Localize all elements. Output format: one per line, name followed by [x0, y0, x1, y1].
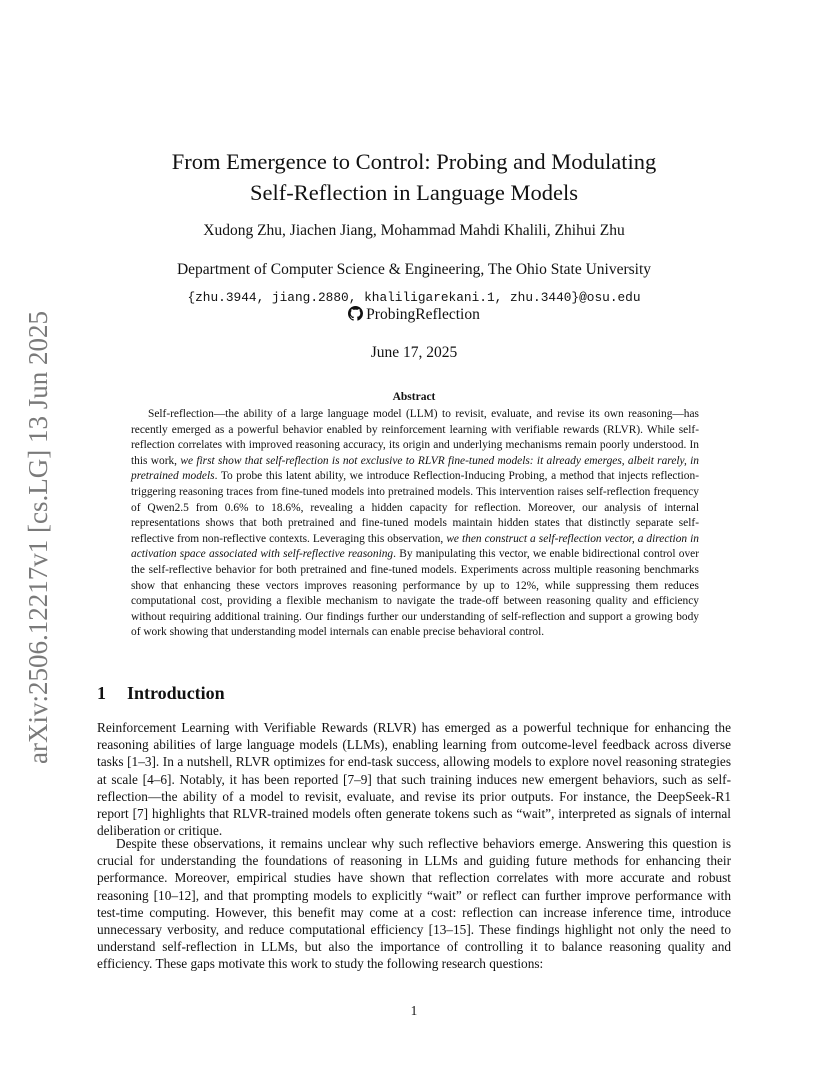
github-icon — [348, 306, 363, 321]
abstract-segment: . By manipulating this vector, we enable bidirectional control over the self-reflective behavior for both pretrained and fine-tuned models. Experiments across multiple reasoning benchmarks show that enhancing these vectors improves reasoning performance by up to 12%, while suppressing them reduces computational cost, providing a flexible mechanism to navigate the trade-off between reasoning quality and efficiency without requiring additional training. Our findings further our understanding of self-reflection and support a growing body of work showing that understanding model internals can enable precise behavioral control. — [131, 548, 699, 639]
paper-title-line-1: From Emergence to Control: Probing and Modulating — [171, 149, 657, 174]
author-emails: {zhu.3944, jiang.2880, khaliligarekani.1, zhu.3440}@osu.edu — [187, 290, 641, 305]
publication-date: June 17, 2025 — [370, 344, 458, 361]
paper-title-line-2: Self-Reflection in Language Models — [249, 180, 579, 205]
section-title: Introduction — [127, 683, 225, 703]
abstract-segment: Self-reflection—the ability of a large language model (LLM) to revisit, evaluate, and revise its own reasoning—has recently emerged as a powerful behavior enabled by reinforcement learning with verifiable rewards (RLVR). While self-reflection correlates with improved reasoning accuracy, its origin and underlying mechanisms remain poorly understood. In this work, — [131, 408, 699, 467]
section-heading-introduction — [97, 683, 225, 704]
repository-link[interactable] — [0, 306, 828, 324]
abstract-heading: Abstract — [392, 391, 436, 403]
repository-label[interactable]: ProbingReflection — [366, 306, 480, 323]
body-paragraph: Despite these observations, it remains unclear why such reflective behaviors emerge. Answering this question is crucial for understanding the foundations of reasoning in LLMs and guiding future methods for enhancing their performance. Moreover, empirical studies have shown that reflection correlates with more accurate and robust reasoning [10–12], and that prompting models to explicitly “wait” or reflect can further improve performance with test-time computing. However, this benefit may come at a cost: reflection can increase inference time, introduce unnecessary verbosity, and reduce computational efficiency [13–15]. These findings highlight not only the need to understand self-reflection in LLMs, but also the importance of controlling it to balance reasoning quality and efficiency. These gaps motivate this work to study the following research questions: — [97, 836, 731, 972]
arxiv-identifier-text: arXiv:2506.12217v1 [cs.LG] 13 Jun 2025 — [22, 311, 53, 764]
paper-title — [0, 146, 828, 208]
section-number: 1 — [97, 683, 106, 703]
abstract-emphasis: we first show that self-reflection is not exclusive to RLVR fine-tuned models: it already emerges, albeit rarely, in pretrained models — [131, 454, 699, 483]
affiliation: Department of Computer Science & Engineering, The Ohio State University — [176, 261, 652, 278]
body-paragraph: Reinforcement Learning with Verifiable Rewards (RLVR) has emerged as a powerful technique for enhancing the reasoning abilities of large language models (LLMs), enabling learning from outcome-level feedback across diverse tasks [1–3]. In a nutshell, RLVR optimizes for end-task success, allowing models to explore novel reasoning strategies at scale [4–6]. Notably, it has been reported [7–9] that such training induces new emergent behaviors, such as self-reflection—the ability of a model to revisit, evaluate, and revise its prior outputs. For instance, the DeepSeek-R1 report [7] highlights that RLVR-trained models often generate tokens such as “wait”, interpreted as signals of internal deliberation or critique. — [97, 720, 731, 839]
abstract-emphasis: we then construct a self-reflection vector, a direction in activation space associated with self-reflective reasoning — [131, 532, 699, 561]
page-number: 1 — [410, 1003, 418, 1018]
abstract-text — [131, 407, 699, 641]
author-list: Xudong Zhu, Jiachen Jiang, Mohammad Mahdi Khalili, Zhihui Zhu — [203, 222, 625, 239]
abstract-segment: . To probe this latent ability, we introduce Reflection-Inducing Probing, a method that injects reflection-triggering reasoning traces from fine-tuned models into pretrained models. This intervention raises self-reflection frequency of Qwen2.5 from 0.6% to 18.6%, revealing a hidden capacity for reflection. Moreover, our analysis of internal representations shows that both pretrained and fine-tuned models maintain hidden states that distinctly separate self-reflective from non-reflective contexts. Leveraging this observation, — [131, 470, 699, 545]
arxiv-identifier-stamp — [20, 300, 56, 775]
